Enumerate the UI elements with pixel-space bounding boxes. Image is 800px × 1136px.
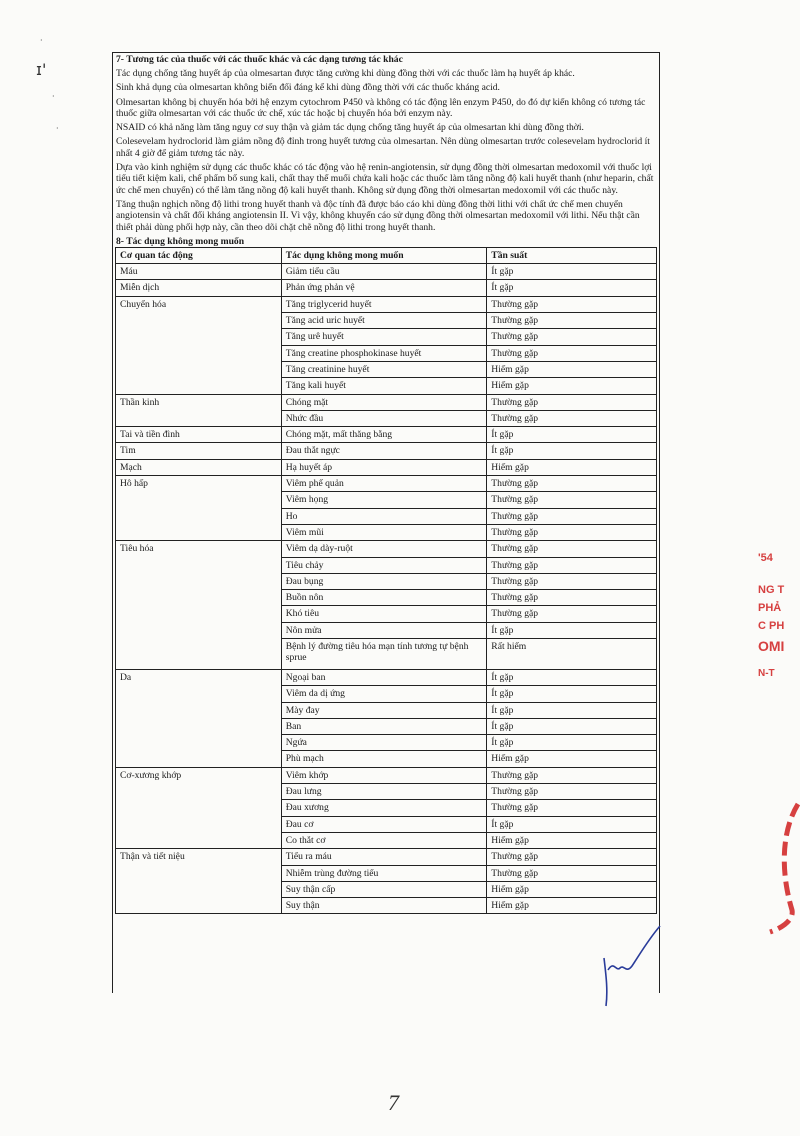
effect-cell: Co thắt cơ <box>281 832 487 848</box>
effect-cell: Đau thắt ngực <box>281 443 487 459</box>
table-header-row <box>116 247 657 263</box>
effect-cell: Nôn mửa <box>281 622 487 638</box>
frequency-cell: Hiếm gặp <box>487 898 657 914</box>
frequency-cell: Thường gặp <box>487 541 657 557</box>
effect-cell: Tăng acid uric huyết <box>281 313 487 329</box>
stamp-text: NG T <box>758 584 785 596</box>
table-row <box>116 459 657 475</box>
frequency-cell: Ít gặp <box>487 443 657 459</box>
effect-cell: Đau bụng <box>281 573 487 589</box>
stamp-text: C PH <box>758 620 785 632</box>
organ-cell: Thận và tiết niệu <box>116 849 282 914</box>
frequency-cell: Thường gặp <box>487 329 657 345</box>
effect-cell: Viêm phế quản <box>281 476 487 492</box>
effect-cell: Tiểu ra máu <box>281 849 487 865</box>
effect-cell: Viêm khớp <box>281 767 487 783</box>
effect-cell: Suy thận cấp <box>281 881 487 897</box>
effect-cell: Viêm họng <box>281 492 487 508</box>
stamp-text: '54 <box>758 552 773 564</box>
effect-cell: Viêm dạ dày-ruột <box>281 541 487 557</box>
table-body <box>116 264 657 914</box>
effect-cell: Viêm da dị ứng <box>281 686 487 702</box>
margin-mark: ɪ' <box>36 60 47 79</box>
section-8-title: 8- Tác dụng không mong muốn <box>116 235 245 247</box>
table-row <box>116 264 657 280</box>
frequency-cell: Hiếm gặp <box>487 378 657 394</box>
signature <box>596 920 666 1010</box>
organ-cell: Hô hấp <box>116 476 282 541</box>
frequency-cell: Ít gặp <box>487 669 657 685</box>
margin-dot: · <box>56 124 59 133</box>
frequency-cell: Thường gặp <box>487 410 657 426</box>
effect-cell: Ngứa <box>281 735 487 751</box>
frequency-cell: Thường gặp <box>487 476 657 492</box>
header-frequency: Tần suất <box>487 247 657 263</box>
frequency-cell: Hiếm gặp <box>487 459 657 475</box>
section-7-paragraph: Tăng thuận nghịch nồng độ lithi trong huyết thanh và độc tính đã được báo cáo khi dùng đồng thời lithi với chất ức chế men chuyển angiotensin và chất đối kháng angiotensin II. Vì vậy, không khuyến cáo sử dụng đồng thời olmesartan medoxomil với lithi. Nếu thật cần thiết phải dùng phối hợp này, cần theo dõi chặt chẽ nồng độ lithi trong huyết thanh. <box>116 198 640 233</box>
section-7-paragraph: Olmesartan không bị chuyển hóa bởi hệ enzym cytochrom P450 và không có tác động lên enzym P450, do đó dự kiến không có tương tác thuốc giữa olmesartan với các thuốc ức chế, xúc tác hoặc bị chuyển hóa bởi enzym này. <box>116 96 646 119</box>
table-row <box>116 296 657 312</box>
effect-cell: Tăng urê huyết <box>281 329 487 345</box>
margin-dot: · <box>40 36 43 45</box>
signature-stroke <box>604 926 660 1006</box>
effect-cell: Phản ứng phản vệ <box>281 280 487 296</box>
section-7-paragraph: NSAID có khả năng làm tăng nguy cơ suy thận và giảm tác dụng chống tăng huyết áp của olmesartan khi dùng đồng thời. <box>116 122 584 134</box>
effect-cell: Viêm mũi <box>281 524 487 540</box>
effect-cell: Ban <box>281 718 487 734</box>
frequency-cell: Rất hiếm <box>487 638 657 669</box>
effect-cell: Khó tiêu <box>281 606 487 622</box>
frequency-cell: Ít gặp <box>487 735 657 751</box>
table-row <box>116 394 657 410</box>
organ-cell: Thần kinh <box>116 394 282 427</box>
section-7-paragraph: Dựa vào kinh nghiệm sử dụng các thuốc khác có tác động vào hệ renin-angiotensin, sử dụng đồng thời olmesartan medoxomil với thuốc lợi tiểu tiết kiệm kali, chế phẩm bổ sung kali, chất thay thế muối chứa kali hoặc các thuốc làm tăng nồng độ kali huyết thanh (như heparin, chất ức chế men chuyển) có thể làm tăng nồng độ kali huyết thanh. Không sử dụng đồng thời olmesartan medoxomil với các thuốc này. <box>116 162 654 196</box>
effect-cell: Đau lưng <box>281 784 487 800</box>
frequency-cell: Thường gặp <box>487 394 657 410</box>
effect-cell: Tăng creatine phosphokinase huyết <box>281 345 487 361</box>
effect-cell: Tăng creatinine huyết <box>281 361 487 377</box>
frequency-cell: Thường gặp <box>487 492 657 508</box>
effect-cell: Tăng kali huyết <box>281 378 487 394</box>
stamp-text: PHẢ <box>758 602 782 614</box>
stamp-text: OMI <box>758 638 785 654</box>
frequency-cell: Hiếm gặp <box>487 751 657 767</box>
table-row <box>116 767 657 783</box>
effect-cell: Đau xương <box>281 800 487 816</box>
effect-cell: Nhức đầu <box>281 410 487 426</box>
effect-cell: Ho <box>281 508 487 524</box>
page-number: 7 <box>388 1090 399 1115</box>
stamp-arc <box>762 800 800 940</box>
frequency-cell: Hiếm gặp <box>487 361 657 377</box>
frequency-cell: Ít gặp <box>487 686 657 702</box>
effect-cell: Ngoại ban <box>281 669 487 685</box>
section-7-body <box>116 68 656 233</box>
section-7-paragraph: Sinh khả dụng của olmesartan không biến đổi đáng kể khi dùng đồng thời với các thuốc kháng acid. <box>116 82 500 94</box>
frequency-cell: Ít gặp <box>487 264 657 280</box>
frequency-cell: Thường gặp <box>487 865 657 881</box>
header-organ: Cơ quan tác động <box>116 247 282 263</box>
effect-cell: Chóng mặt, mất thăng bằng <box>281 427 487 443</box>
margin-dot: · <box>52 92 55 101</box>
organ-cell: Máu <box>116 264 282 280</box>
effect-cell: Đau cơ <box>281 816 487 832</box>
header-effect: Tác dụng không mong muốn <box>281 247 487 263</box>
organ-cell: Chuyển hóa <box>116 296 282 394</box>
table-row <box>116 669 657 685</box>
frequency-cell: Hiếm gặp <box>487 832 657 848</box>
effect-cell: Hạ huyết áp <box>281 459 487 475</box>
frequency-cell: Thường gặp <box>487 784 657 800</box>
frequency-cell: Thường gặp <box>487 524 657 540</box>
organ-cell: Tai và tiền đình <box>116 427 282 443</box>
effect-cell: Nhiễm trùng đường tiểu <box>281 865 487 881</box>
frequency-cell: Thường gặp <box>487 800 657 816</box>
frequency-cell: Thường gặp <box>487 606 657 622</box>
organ-cell: Tim <box>116 443 282 459</box>
table-row <box>116 476 657 492</box>
section-7-paragraph: Colesevelam hydroclorid làm giảm nồng độ đỉnh trong huyết tương của olmesartan. Nên dùng olmesartan trước colesevelam hydroclorid ít nhất 4 giờ để giảm tương tác này. <box>116 136 650 159</box>
effect-cell: Chóng mặt <box>281 394 487 410</box>
organ-cell: Cơ-xương khớp <box>116 767 282 848</box>
frequency-cell: Ít gặp <box>487 280 657 296</box>
table-row <box>116 280 657 296</box>
frequency-cell: Ít gặp <box>487 718 657 734</box>
organ-cell: Mạch <box>116 459 282 475</box>
frequency-cell: Thường gặp <box>487 313 657 329</box>
frequency-cell: Ít gặp <box>487 622 657 638</box>
frequency-cell: Hiếm gặp <box>487 881 657 897</box>
adverse-effects-table <box>115 247 657 915</box>
effect-cell: Phù mạch <box>281 751 487 767</box>
frequency-cell: Thường gặp <box>487 590 657 606</box>
effect-cell: Tiêu chảy <box>281 557 487 573</box>
organ-cell: Da <box>116 669 282 767</box>
organ-cell: Miễn dịch <box>116 280 282 296</box>
frequency-cell: Thường gặp <box>487 573 657 589</box>
section-7-paragraph: Tác dụng chống tăng huyết áp của olmesartan được tăng cường khi dùng đồng thời với các thuốc làm hạ huyết áp khác. <box>116 68 575 79</box>
frequency-cell: Ít gặp <box>487 427 657 443</box>
effect-cell: Giảm tiểu cầu <box>281 264 487 280</box>
section-7-title: 7- Tương tác của thuốc với các thuốc khác và các dạng tương tác khác <box>116 54 403 65</box>
effect-cell: Buồn nôn <box>281 590 487 606</box>
effect-cell: Mày đay <box>281 702 487 718</box>
document-content <box>116 54 656 914</box>
effect-cell: Tăng triglycerid huyết <box>281 296 487 312</box>
frequency-cell: Thường gặp <box>487 849 657 865</box>
table-row <box>116 849 657 865</box>
frequency-cell: Thường gặp <box>487 557 657 573</box>
frequency-cell: Thường gặp <box>487 296 657 312</box>
frequency-cell: Thường gặp <box>487 767 657 783</box>
stamp-text: N-T <box>758 668 775 679</box>
frequency-cell: Thường gặp <box>487 508 657 524</box>
effect-cell: Bệnh lý đường tiêu hóa mạn tính tương tự bệnh sprue <box>281 638 487 669</box>
table-row <box>116 427 657 443</box>
organ-cell: Tiêu hóa <box>116 541 282 670</box>
frequency-cell: Ít gặp <box>487 816 657 832</box>
frequency-cell: Ít gặp <box>487 702 657 718</box>
effect-cell: Suy thận <box>281 898 487 914</box>
frequency-cell: Thường gặp <box>487 345 657 361</box>
table-row <box>116 541 657 557</box>
table-row <box>116 443 657 459</box>
